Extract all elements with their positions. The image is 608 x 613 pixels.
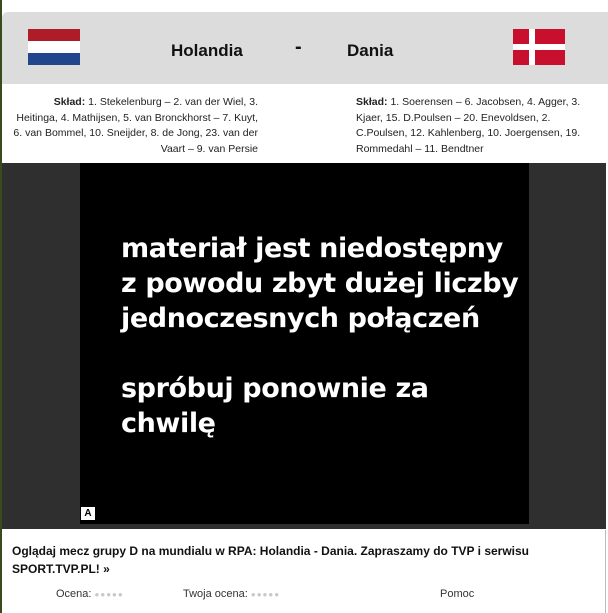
your-rating-label: Twoja ocena:: [183, 588, 248, 600]
unavailable-message: [121, 231, 518, 336]
video-description: Oglądaj mecz grupy D na mundialu w RPA: Holandia - Dania. Zapraszamy do TVP i serwisu SPORT.TVP.PL! »: [12, 544, 530, 576]
squad-label: Skład:: [53, 96, 86, 108]
your-rating-stars-icon[interactable]: ●●●●●: [250, 589, 281, 599]
match-header: [2, 12, 608, 84]
help-link[interactable]: Pomoc: [440, 588, 475, 600]
denmark-flag-icon: [513, 29, 565, 65]
home-squad: [12, 95, 258, 157]
message-line: z powodu zbyt dużej liczby: [121, 268, 519, 299]
average-rating-stars-icon: ●●●●●: [94, 589, 124, 599]
home-squad-list: 1. Stekelenburg – 2. van der Wiel, 3. Heitinga, 4. Mathijsen, 5. van Bronckhorst – 7. Kuyt, 6. van Bommel, 10. Sneijder, 8. de Jong, 23. van der Vaart – 9. van Persie: [13, 96, 258, 155]
netherlands-flag-icon: [28, 29, 80, 65]
team-separator: -: [295, 36, 302, 58]
home-team-name: Holandia: [171, 41, 243, 60]
away-squad: [356, 95, 596, 157]
video-screen[interactable]: [80, 163, 529, 524]
player-badge-icon: A: [81, 507, 95, 520]
your-rating[interactable]: [183, 588, 280, 600]
message-line: materiał jest niedostępny: [121, 233, 503, 264]
average-rating-label: Ocena:: [56, 588, 92, 600]
squad-label: Skład:: [356, 96, 388, 108]
away-team-name: Dania: [347, 41, 394, 60]
away-squad-list: 1. Soerensen – 6. Jacobsen, 4. Agger, 3. Kjaer, 15. D.Poulsen – 20. Enevoldsen, 2. C.Poulsen, 12. Kahlenberg, 10. Joergensen, 19. Rommedahl – 11. Bendtner: [356, 96, 581, 155]
message-line: jednoczesnych połączeń: [121, 303, 480, 334]
average-rating: [56, 588, 124, 600]
retry-message: spróbuj ponownie za chwilę: [121, 373, 429, 439]
video-player[interactable]: [2, 163, 606, 529]
right-edge-line: [605, 530, 606, 613]
